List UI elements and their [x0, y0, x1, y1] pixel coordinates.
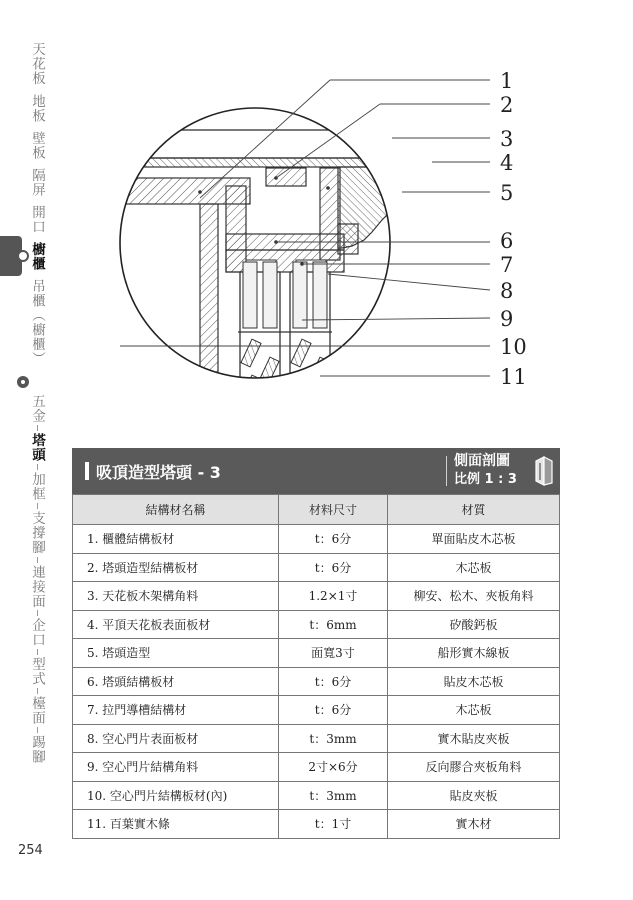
nav-divider — [37, 688, 38, 694]
cell-size: 面寬3寸 — [279, 639, 388, 668]
nav-divider — [37, 503, 38, 509]
ceiling-board — [110, 158, 440, 167]
section-item-countertop[interactable]: 檯面 — [29, 696, 45, 725]
table-row — [73, 696, 560, 725]
section-detail — [80, 58, 550, 428]
nav-divider — [37, 557, 38, 563]
cell-name: 5. 塔頭造型 — [73, 639, 279, 668]
cell-size: t：6分 — [279, 553, 388, 582]
callout-8: 8 — [500, 279, 514, 303]
section-item-tongue-groove[interactable]: 企口 — [29, 618, 45, 647]
chapter-item-hanging-cabinet[interactable]: 吊櫃（櫥櫃） — [29, 278, 45, 366]
ceiling-joist — [110, 130, 440, 158]
chapter-item-ceiling[interactable]: 天花板 — [29, 42, 45, 86]
cell-material: 實木貼皮夾板 — [388, 724, 560, 753]
cell-material: 柳安、松木、夾板角料 — [388, 582, 560, 611]
cell-size: t：3mm — [279, 724, 388, 753]
title-accent-bar — [85, 462, 89, 480]
cell-name: 4. 平頂天花板表面板材 — [73, 610, 279, 639]
section-title: 吸頂造型塔頭 - 3 — [96, 463, 221, 482]
callout-labels — [500, 69, 527, 389]
cell-name: 1. 櫃體結構板材 — [73, 525, 279, 554]
section-item-skirting[interactable]: 踢腳 — [29, 735, 45, 764]
callout-10: 10 — [500, 335, 527, 359]
cell-name: 6. 塔頭結構板材 — [73, 667, 279, 696]
cell-size: t：6分 — [279, 696, 388, 725]
cell-name: 10. 空心門片結構板材(內) — [73, 781, 279, 810]
scale-label: 比例 1 : 3 — [454, 472, 517, 487]
section-item-cornice[interactable]: 塔頭 — [29, 433, 45, 462]
cell-size: 1.2×1寸 — [279, 582, 388, 611]
cell-material: 矽酸鈣板 — [388, 610, 560, 639]
cell-material: 船形實木線板 — [388, 639, 560, 668]
active-section-dot-icon — [17, 376, 29, 388]
table-row — [73, 810, 560, 839]
cornice-section-diagram — [80, 58, 550, 428]
table-row — [73, 553, 560, 582]
cell-material: 貼皮夾板 — [388, 781, 560, 810]
view-type-label: 側面剖圖 — [454, 453, 510, 469]
cell-name: 2. 塔頭造型結構板材 — [73, 553, 279, 582]
cell-material: 反向膠合夾板角料 — [388, 753, 560, 782]
nav-divider — [37, 464, 38, 470]
section-item-frame[interactable]: 加框 — [29, 472, 45, 501]
chapter-item-partition[interactable]: 隔屏 — [29, 167, 45, 197]
table-row — [73, 582, 560, 611]
table-row — [73, 667, 560, 696]
chapter-list — [26, 42, 48, 366]
materials-table — [72, 494, 560, 839]
callout-2: 2 — [500, 93, 514, 117]
table-row — [73, 724, 560, 753]
table-row — [73, 610, 560, 639]
cell-name: 8. 空心門片表面板材 — [73, 724, 279, 753]
nav-divider — [37, 649, 38, 655]
chapter-item-floor[interactable]: 地板 — [29, 93, 45, 123]
cell-size: t：6分 — [279, 667, 388, 696]
cell-size: t：6分 — [279, 525, 388, 554]
chapter-item-wall[interactable]: 壁板 — [29, 130, 45, 160]
header-divider — [446, 456, 447, 486]
nav-divider — [37, 610, 38, 616]
cabinet-body-board — [200, 204, 218, 414]
nav-divider — [37, 727, 38, 733]
callout-1: 1 — [500, 69, 514, 93]
header-size: 材料尺寸 — [279, 495, 388, 525]
nav-divider — [37, 425, 38, 431]
header-material: 材質 — [388, 495, 560, 525]
section-item-joint-face[interactable]: 連接面 — [29, 564, 45, 608]
header-name: 結構材名稱 — [73, 495, 279, 525]
table-header-row — [73, 495, 560, 525]
cell-size: t：3mm — [279, 781, 388, 810]
section-item-hardware[interactable]: 五金 — [29, 394, 45, 423]
table-row — [73, 781, 560, 810]
cell-name: 7. 拉門導槽結構材 — [73, 696, 279, 725]
cell-material: 木芯板 — [388, 553, 560, 582]
cell-size: t：1寸 — [279, 810, 388, 839]
cell-name: 11. 百葉實木條 — [73, 810, 279, 839]
section-item-style[interactable]: 型式 — [29, 657, 45, 686]
cell-material: 實木材 — [388, 810, 560, 839]
chapter-item-cabinet[interactable]: 櫥櫃 — [29, 241, 45, 271]
callout-6: 6 — [500, 229, 514, 253]
cell-size: t：6mm — [279, 610, 388, 639]
table-row — [73, 753, 560, 782]
cell-material: 木芯板 — [388, 696, 560, 725]
chapter-item-opening[interactable]: 開口 — [29, 204, 45, 234]
cell-name: 9. 空心門片結構角料 — [73, 753, 279, 782]
section-header — [72, 448, 560, 494]
table-row — [73, 639, 560, 668]
callout-9: 9 — [500, 307, 514, 331]
cell-size: 2寸×6分 — [279, 753, 388, 782]
section-view-icon — [530, 453, 558, 489]
table-row — [73, 525, 560, 554]
cell-material: 貼皮木芯板 — [388, 667, 560, 696]
cell-name: 3. 天花板木架構角料 — [73, 582, 279, 611]
chapter-nav — [0, 0, 48, 900]
callout-3: 3 — [500, 127, 514, 151]
page-number: 254 — [18, 843, 43, 858]
callout-4: 4 — [500, 151, 514, 175]
section-list — [26, 394, 48, 764]
section-item-support-leg[interactable]: 支撐腳 — [29, 511, 45, 555]
callout-5: 5 — [500, 181, 514, 205]
callout-11: 11 — [500, 365, 527, 389]
callout-7: 7 — [500, 253, 514, 277]
cell-material: 單面貼皮木芯板 — [388, 525, 560, 554]
